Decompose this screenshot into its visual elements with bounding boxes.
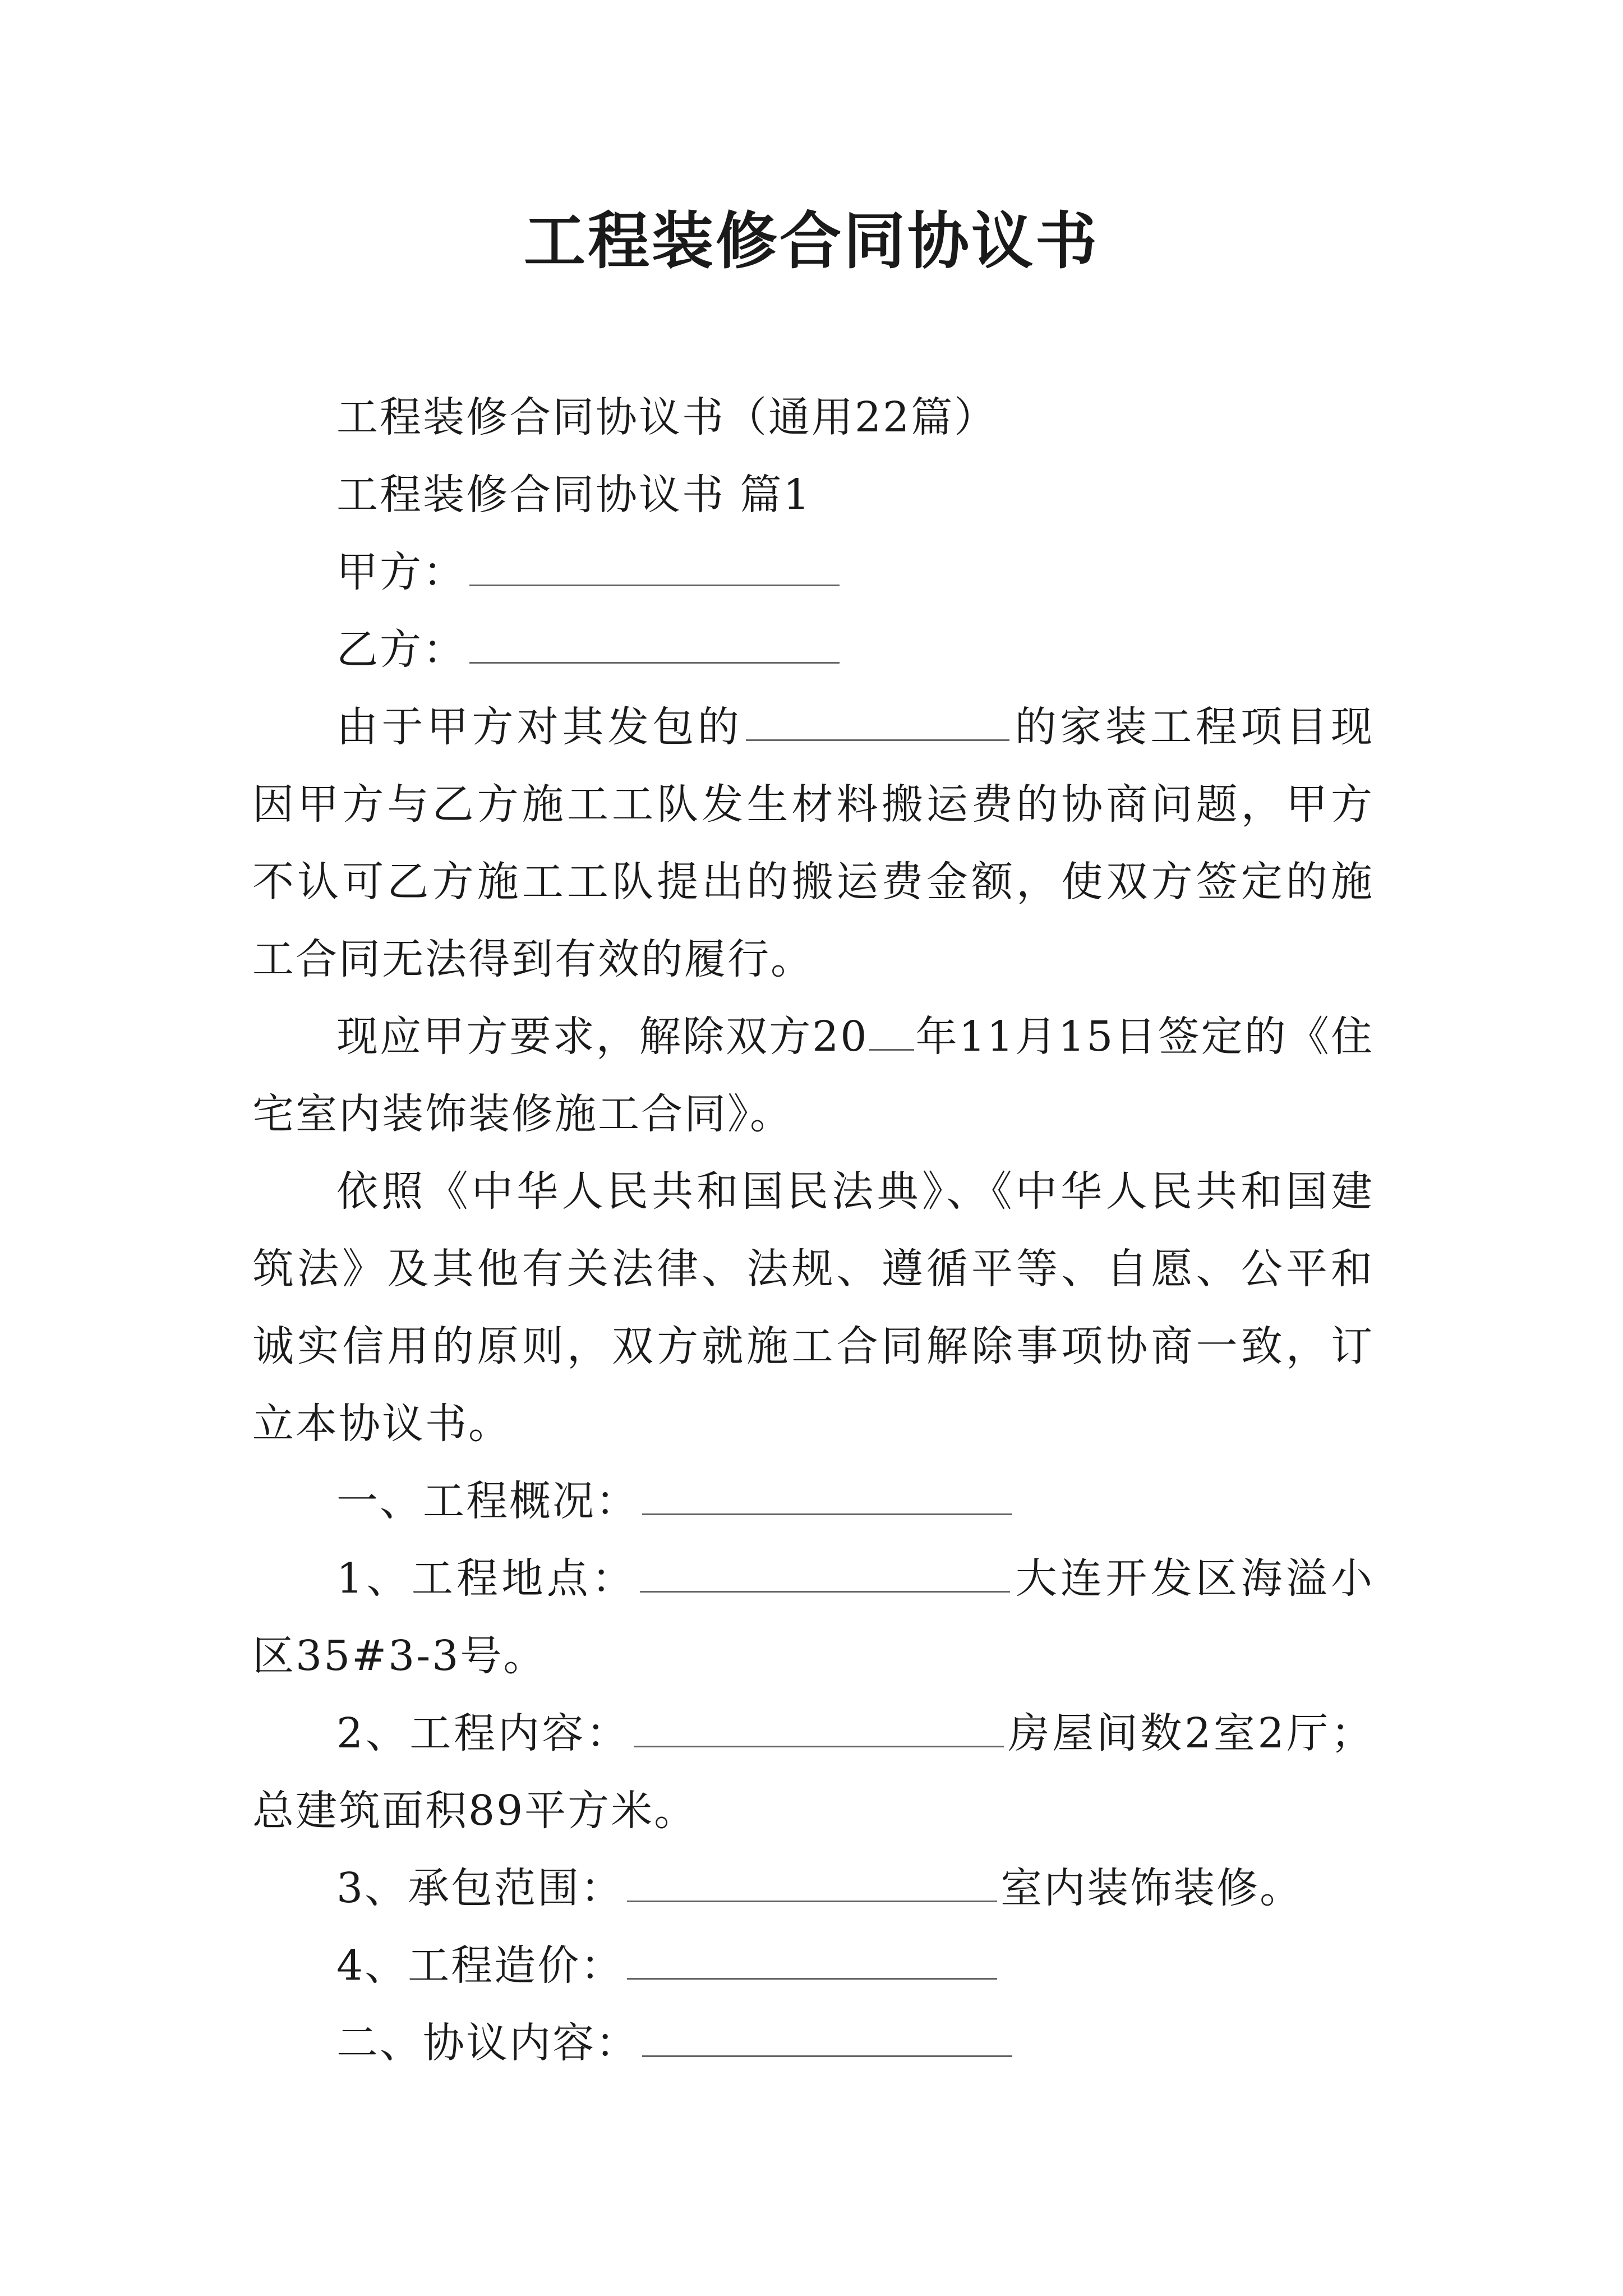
item-cost-label: 4、工程造价：: [336, 1941, 624, 1990]
item-content-label: 2、工程内容：: [336, 1709, 630, 1757]
item-location-value: 大连开发区海溢小区35#3-3号。: [252, 1554, 1374, 1680]
location-blank[interactable]: [640, 1558, 1010, 1593]
item-content-value: 房屋间数2室2厅；总建筑面积89平方米。: [252, 1709, 1374, 1835]
document-title: 工程装修合同协议书: [524, 205, 1099, 277]
content-blank[interactable]: [634, 1713, 1004, 1747]
party-b-label: 乙方：: [336, 625, 466, 674]
party-a-label: 甲方：: [336, 548, 466, 596]
item-location: [252, 1540, 1374, 1695]
item-scope-label: 3、承包范围：: [336, 1864, 624, 1912]
section-heading: [252, 456, 1374, 533]
section-overview-line: [252, 1462, 1374, 1540]
party-a-blank[interactable]: [469, 552, 840, 586]
agreement-blank[interactable]: [642, 2023, 1012, 2057]
item-content: [252, 1695, 1374, 1849]
year-blank[interactable]: [869, 1016, 914, 1051]
paragraph-legal-basis-text: 依照《中华人民共和国民法典》、《中华人民共和国建筑法》及其他有关法律、法规、遵循平等、自愿、公平和诚实信用的原则，双方就施工合同解除事项协商一致，订立本协议书。: [252, 1167, 1374, 1448]
document-body: [252, 379, 1374, 2082]
document-subtitle: [252, 379, 1374, 456]
subtitle-text: 工程装修合同协议书（通用22篇）: [336, 393, 998, 441]
section-overview-label: 一、工程概况：: [336, 1477, 639, 1525]
paragraph-termination-before: 现应甲方要求，解除双方20: [336, 1013, 869, 1061]
item-scope-value: 室内装饰装修。: [1000, 1864, 1303, 1912]
paragraph-legal-basis: [252, 1153, 1374, 1462]
project-name-blank[interactable]: [746, 707, 1009, 741]
overview-blank[interactable]: [642, 1481, 1012, 1515]
party-a-line: [252, 533, 1374, 611]
item-cost: [252, 1927, 1374, 2004]
section-heading-text: 工程装修合同协议书 篇1: [336, 471, 811, 519]
paragraph-termination-after: 年11月15日签定的《住宅室内装饰装修施工合同》。: [252, 1013, 1374, 1138]
scope-blank[interactable]: [627, 1868, 997, 1902]
paragraph-project-before: 由于甲方对其发包的: [336, 703, 743, 751]
section-agreement-label: 二、协议内容：: [336, 2019, 639, 2067]
item-scope: [252, 1849, 1374, 1927]
paragraph-termination: [252, 998, 1374, 1153]
party-b-line: [252, 611, 1374, 688]
item-location-label: 1、工程地点：: [336, 1554, 637, 1603]
section-agreement-line: [252, 2004, 1374, 2082]
cost-blank[interactable]: [627, 1945, 997, 1980]
paragraph-project: [252, 688, 1374, 998]
party-b-blank[interactable]: [469, 629, 840, 664]
paragraph-project-after: 的家装工程项目现因甲方与乙方施工工队发生材料搬运费的协商问题，甲方不认可乙方施工工队提出的搬运费金额，使双方签定的施工合同无法得到有效的履行。: [252, 703, 1374, 983]
